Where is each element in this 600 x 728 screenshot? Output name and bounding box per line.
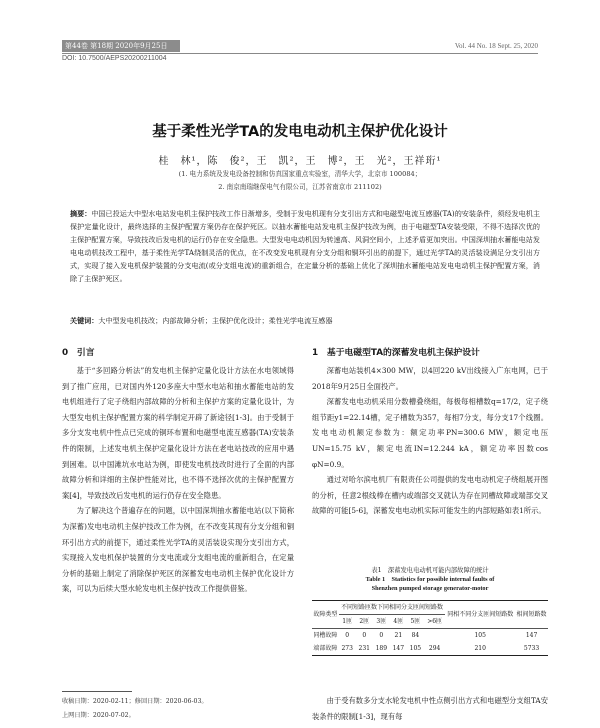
abstract-label: 摘要：	[70, 209, 92, 218]
table-row	[312, 642, 548, 656]
paragraph: 为了解决这个普遍存在的问题，以中国深圳抽水蓄能电站(以下简称为深蓄)发电电动机主保护技改工作为例，在不改变其现有分支分组和铜环引出方式的前提下，通过柔性光学TA的灵活装设实现分支引出方式，实现接入发电机保护装置的分支电流或分支组电流的重新组合，在定量分析的基础上制定了消除保护死区的深蓄发电电动机主保护优化设计方案，可以为后续大型水轮发电机主保护技改工作提供借鉴。	[62, 506, 294, 594]
table-cell: 84	[411, 632, 420, 639]
table-cell: 147	[525, 632, 538, 639]
table-cell: 0	[345, 632, 350, 639]
keywords-label: 关键词：	[70, 316, 99, 325]
journal-issue-english: Vol. 44 No. 18 Sept. 25, 2020	[454, 42, 538, 50]
table-caption-en-2: Shenzhen pumped storage generator-motor	[371, 585, 489, 592]
received-date: 收稿日期：2020-02-11；修回日期：2020-06-03。	[62, 698, 208, 705]
table-header-turns: 4匝	[390, 615, 407, 629]
affiliation-2: 2. 南京南瑞继保电气有限公司，江苏省南京市 211102)	[218, 183, 382, 191]
table-header-turns: 2匝	[356, 615, 373, 629]
authors: 桂 林¹，陈 俊²，王 凯²，王 博²，王 光²，王祥珩¹	[158, 156, 442, 167]
online-date: 上网日期：2020-07-02。	[62, 712, 135, 719]
table-cell: 210	[445, 642, 515, 656]
table-header-turns: 5匝	[407, 615, 424, 629]
abstract	[70, 207, 540, 285]
table-header-type: 故障类型	[312, 601, 339, 629]
section-1-heading: 1 基于电磁型TA的深蓄发电机主保护设计	[312, 348, 480, 358]
table-header-group: 不同短路匝数下同相同分支匝间短路数	[339, 601, 446, 615]
table-caption-cn: 表1 深蓄发电电动机可能内部故障的统计	[371, 567, 489, 574]
keywords-text: 大中型发电机技改；内部故障分析；主保护优化设计；柔性光学电流互感器	[98, 316, 333, 325]
table-header-turns: 1匝	[339, 615, 356, 629]
left-column	[62, 363, 294, 597]
affiliation-1: (1. 电力系统及发电设备控制和仿真国家重点实验室，清华大学，北京市 100084；	[178, 170, 422, 178]
right-column	[312, 363, 548, 519]
table-header-phase: 相间短路数	[515, 601, 548, 629]
table-cell: 231	[356, 642, 373, 656]
table-cell-type: 同槽故障	[313, 632, 338, 639]
right-column-continued	[312, 693, 548, 724]
table-header-diff-branch: 同相不同分支匝间短路数	[445, 601, 515, 629]
abstract-text: 中国已投运大中型水电站发电机主保护技改工作日渐增多，受制于发电机现有分支引出方式和电磁型电流互感器(TA)的安装条件，须经发电机主保护定量化设计，最终选择的主保护配置方案仍存在保护死区。以抽水蓄能电站发电机主保护技改为例，由于电磁型TA安装受限，不得不选择次优的主保护配置方案，导致技改后发电机的运行仍存在安全隐患。大型发电电动机因为转速高、风洞空间小，上述矛盾更加突出。中国深圳抽水蓄能电站发电电动机技改工程中，基于柔性光学TA绕制灵活的优点，在不改变发电机现有分支分组和铜环引出的前提下，通过光学TA的灵活装设满足分支引出方式，实现了接入发电机保护装置的分支电流(或分支组电流)的重新组合，在定量分析的基础上优化了深圳抽水蓄能电站发电电动机主保护配置方案，消除了主保护死区。	[70, 209, 540, 283]
table-cell: 105	[474, 632, 486, 639]
keywords	[70, 315, 540, 327]
paragraph: 基于“多回路分析法”的发电机主保护定量化设计方法在水电领域得到了推广应用，已对国内外120多座大中型水电站和抽水蓄能电站的发电机组进行了定子绕组内部故障的分析和主保护方案的定量化设计，为大型发电机主保护配置方案的科学制定开辟了新途径[1-3]。由于受制于多分支发电机中性点已完成的铜环布置和电磁型电流互感器(TA)安装条件的限制，上述发电机主保护定量化设计方法在老电站技改的应用中遇到困难。以中国滩坑水电站为例，即使发电机技改时进行了全面的内部故障分析和详细的主保护性能对比，也不得不选择次优的主保护配置方案[4]，导致技改后发电机的运行仍存在安全隐患。	[62, 366, 294, 500]
table-cell: 0	[379, 632, 384, 639]
table-cell: 273	[339, 642, 356, 656]
doi: DOI: 10.7500/AEPS20200211004	[62, 55, 167, 62]
table-cell: 294	[424, 642, 445, 656]
journal-issue-label: 第44卷 第18期 2020年9月25日	[65, 42, 168, 50]
table-header-turns: 3匝	[373, 615, 390, 629]
table-cell: 189	[373, 642, 390, 656]
fault-statistics-table	[312, 600, 548, 656]
table-row	[312, 629, 548, 643]
table-cell-type: 端部故障	[312, 642, 339, 656]
table-cell	[424, 629, 445, 643]
table-cell: 5733	[515, 642, 548, 656]
table-cell: 147	[390, 642, 407, 656]
footnote-rule	[62, 691, 132, 692]
table-header-turns: >6匝	[424, 615, 445, 629]
paragraph: 通过对哈尔滨电机厂有限责任公司提供的发电电动机定子绕组展开图的分析，任意2根线棒在槽内或端部交叉就认为存在同槽故障或端部交叉故障的可能[5-6]，深蓄发电电动机实际可能发生的内部短路如表1所示。	[312, 475, 548, 516]
paragraph: 深蓄发电电动机采用分数槽叠绕组，每极每相槽数q=17/2，定子绕组节距y1=22.14槽，定子槽数为357，每相7分支，每分支17个线圈。发电电动机额定参数为：额定功率PN=300.6 MW，额定电压UN=15.75 kV，额定电流IN=12.244 kA，额定功率因数cos φN=0.9。	[312, 397, 548, 469]
table-cell: 21	[394, 632, 403, 639]
paragraph: 深蓄电站装机4×300 MW，以4回220 kV出线接入广东电网，已于2018年9月25日全面投产。	[312, 366, 548, 391]
table-cell: 0	[362, 632, 367, 639]
header-rule	[62, 53, 538, 54]
paper-title: 基于柔性光学TA的发电电动机主保护优化设计	[152, 124, 448, 140]
paragraph: 由于受有数多分支水轮发电机中性点侧引出方式和电磁型分支组TA安装条件的限制[1-3]，现有每	[312, 696, 548, 721]
table-caption-en: Table 1 Statistics for possible internal faults of	[365, 576, 495, 583]
table-cell: 105	[407, 642, 424, 656]
section-0-heading: 0 引言	[62, 348, 95, 358]
